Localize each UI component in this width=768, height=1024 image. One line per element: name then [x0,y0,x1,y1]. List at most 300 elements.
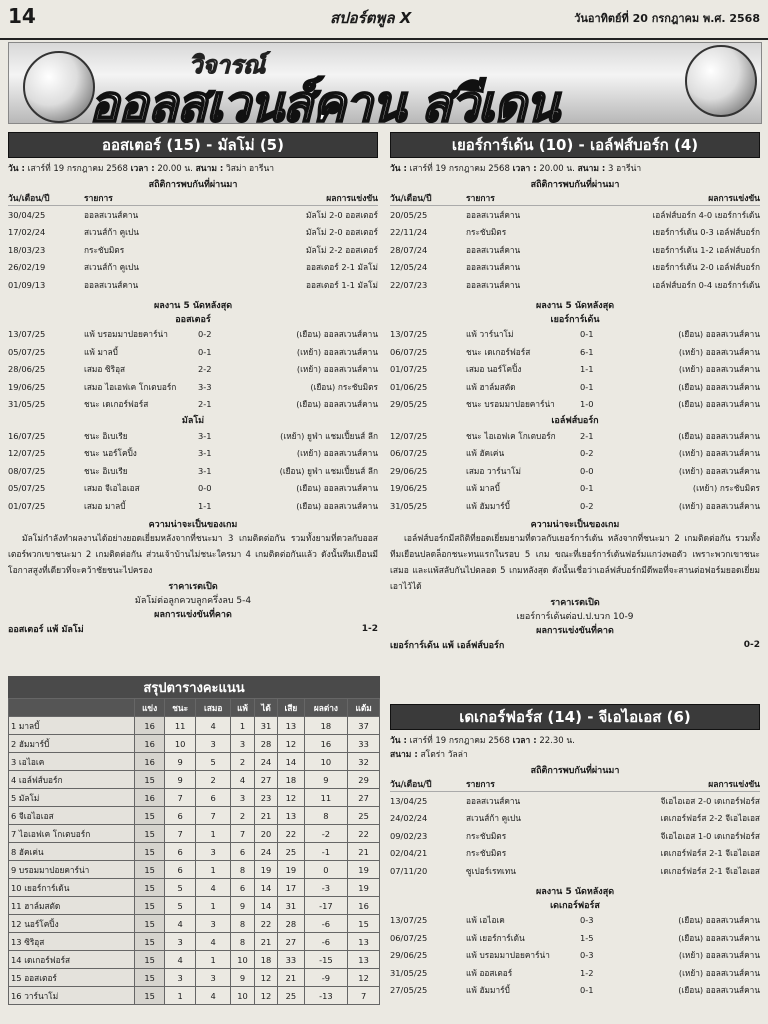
standings-row [9,951,380,969]
form-opponent: ชนะ อิเบเรีย [84,465,128,476]
standings-cell: 15 [135,825,165,843]
standings-cell: 19 [348,879,380,897]
form-opponent: เสมอ ไอเอฟเค โกเตบอร์ก [84,381,177,392]
form-date: 01/06/25 [390,381,428,392]
form-date: 06/07/25 [390,448,428,459]
standings-cell: 20 [254,825,277,843]
form-heading: ผลงาน 5 นัดหลังสุด [153,300,233,311]
form-venue-competition: (เหย้า) ออลสเวนส์คาน [678,364,760,375]
h2h-list [390,206,760,294]
form-venue-competition: (เยือน) ออลสเวนส์คาน [678,399,760,410]
h2h-competition: กระชับมิตร [466,830,507,841]
standings-row [9,969,380,987]
h2h-date: 17/02/24 [8,227,46,238]
h2h-competition: ซูเปอร์เรทเทน [466,865,516,876]
form-venue-competition: (เหย้า) ออลสเวนส์คาน [678,346,760,357]
form-venue-competition: (เยือน) ออลสเวนส์คาน [678,932,760,943]
h2h-row [8,224,378,242]
prediction-heading: ผลการแข่งขันที่คาด [154,609,232,620]
standings-cell: 22 [278,825,305,843]
form-list [390,326,760,414]
form-venue-competition: (เยือน) ออลสเวนส์คาน [296,399,378,410]
standings-cell: 21 [278,969,305,987]
issue-date: วันอาทิตย์ที่ 20 กรกฎาคม พ.ศ. 2568 [574,12,760,25]
h2h-row [8,259,378,277]
standings-cell: 4 [165,915,196,933]
standings-cell: 13 [348,933,380,951]
form-score: 0-3 [580,950,594,961]
standings-header: แต้ม [348,699,380,717]
team-heading: ออสเตอร์ [175,314,211,325]
form-opponent: แพ้ บรอมมาปอยคาร์น่า [466,950,550,961]
form-row [8,427,378,445]
form-venue-competition: (เหย้า) ออลสเวนส์คาน [678,950,760,961]
standings-cell: 14 [254,897,277,915]
standings-cell: 23 [254,789,277,807]
h2h-result: เยอร์การ์เด้น 2-0 เอล์ฟส์บอร์ก [652,262,760,273]
form-date: 27/05/25 [390,985,428,996]
h2h-row [390,224,760,242]
standings-cell: 33 [278,951,305,969]
h2h-heading: สถิติการพบกันที่ผ่านมา [530,180,620,190]
standings-cell: 6 [231,879,255,897]
h2h-competition: ออลสเวนส์คาน [466,279,521,290]
h2h-row [390,276,760,294]
standings-team: 5 มัลโม่ [9,789,135,807]
standings-cell: 6 [165,843,196,861]
form-row [390,445,760,463]
h2h-result: เยอร์การ์เด้น 0-3 เอล์ฟส์บอร์ก [652,227,760,238]
standings-cell: 1 [165,987,196,1005]
form-score: 1-2 [580,967,594,978]
h2h-competition: ออลสเวนส์คาน [466,795,521,806]
form-score: 0-1 [580,329,594,340]
standings-cell: 28 [278,915,305,933]
h2h-result: มัลโม่ 2-0 ออสเตอร์ [306,227,378,238]
standings-team: 2 ฮัมมาร์บี้ [9,735,135,753]
standings-cell: 24 [254,843,277,861]
standings-cell: 27 [254,771,277,789]
standings-cell: 7 [348,987,380,1005]
form-date: 13/07/25 [390,915,428,926]
standings-cell: 11 [165,717,196,735]
standings-cell: 13 [348,951,380,969]
standings-cell: 16 [135,717,165,735]
standings-row [9,771,380,789]
standings-cell: 32 [348,753,380,771]
standings-cell: 7 [196,807,231,825]
form-date: 19/06/25 [8,381,46,392]
standings-row [9,789,380,807]
h2h-competition: ออลสเวนส์คาน [466,209,521,220]
form-score: 2-1 [580,430,594,441]
standings-header: ชนะ [165,699,196,717]
form-date: 16/07/25 [8,430,46,441]
match-info: วัน : เสาร์ที่ 19 กรกฎาคม 2568 เวลา : 20.00 น. สนาม : 3 อารีน่า [390,164,642,174]
standings-cell: 8 [231,861,255,879]
standings-cell: 9 [231,969,255,987]
form-venue-competition: (เยือน) ออลสเวนส์คาน [296,500,378,511]
form-score: 0-1 [580,381,594,392]
form-opponent: แพ้ มาลบี้ [84,346,118,357]
form-date: 19/06/25 [390,483,428,494]
form-opponent: แพ้ ฮัคเค่น [466,448,505,459]
form-venue-competition: (เยือน) ออลสเวนส์คาน [678,329,760,340]
standings-cell: 15 [135,951,165,969]
standings-row [9,735,380,753]
standings-cell: 12 [278,735,305,753]
standings-header: ได้ [254,699,277,717]
standings-cell: 18 [254,951,277,969]
h2h-row [390,845,760,863]
form-opponent: แพ้ ฮัมมาร์บี้ [466,985,510,996]
standings-cell: 8 [231,933,255,951]
h2h-date: 22/07/23 [390,279,428,290]
form-score: 2-2 [198,364,212,375]
standings-team: 4 เอล์ฟส์บอร์ก [9,771,135,789]
standings-team: 1 มาลบี้ [9,717,135,735]
h2h-row [8,241,378,259]
match-preview-right [390,132,760,654]
h2h-result: เดเกอร์ฟอร์ส 2-2 จีเอไอเอส [660,813,760,824]
standings-cell: 16 [135,735,165,753]
form-opponent: เสมอ วาร์นาโม่ [466,465,522,476]
standings-cell: 2 [231,753,255,771]
standings-cell: 17 [278,879,305,897]
form-score: 0-1 [580,483,594,494]
form-row [8,343,378,361]
standings-cell: 15 [135,915,165,933]
team-heading: เดเกอร์ฟอร์ส [550,900,600,911]
standings-cell: 18 [304,717,347,735]
standings-cell: 24 [254,753,277,771]
h2h-heading: สถิติการพบกันที่ผ่านมา [530,766,620,776]
standings-cell: 18 [278,771,305,789]
form-row [8,326,378,344]
form-heading: ผลงาน 5 นัดหลังสุด [535,886,615,897]
standings-row [9,879,380,897]
h2h-row [390,241,760,259]
standings-cell: 6 [165,861,196,879]
match-title: ออสเตอร์ (15) - มัลโม่ (5) [8,132,378,158]
standings-cell: 25 [348,807,380,825]
standings-team: 13 ซิริอุส [9,933,135,951]
standings-cell: 14 [254,879,277,897]
form-date: 12/07/25 [8,448,46,459]
h2h-date: 20/05/25 [390,209,428,220]
h2h-result: มัลโม่ 2-0 ออสเตอร์ [306,209,378,220]
form-list [8,326,378,414]
form-opponent: เสมอ มาลบี้ [84,500,126,511]
standings-cell: 2 [231,807,255,825]
form-score: 0-3 [580,915,594,926]
form-opponent: ชนะ นอร์โคปิ้ง [84,448,137,459]
prediction: ออสเตอร์ แพ้ มัลโม่ 1-2 [8,624,378,636]
standings-cell: 27 [348,789,380,807]
standings-cell: 29 [348,771,380,789]
form-score: 0-0 [198,483,212,494]
standings-row [9,987,380,1005]
h2h-list [8,206,378,294]
standings-cell: -13 [304,987,347,1005]
form-row [8,361,378,379]
form-score: 0-1 [198,346,212,357]
standings-cell: 1 [196,951,231,969]
standings-cell: 37 [348,717,380,735]
standings-cell: 4 [196,879,231,897]
standings-cell: 19 [254,861,277,879]
standings-cell: 3 [165,969,196,987]
form-opponent: แพ้ ออสเตอร์ [466,967,513,978]
team-heading: เอล์ฟส์บอร์ก [551,416,599,426]
h2h-result: จีเอไอเอส 2-0 เดเกอร์ฟอร์ส [660,795,760,806]
analysis-text: เอล์ฟส์บอร์กมีสถิติที่ยอดเยี่ยมยามที่ดวลกับเยอร์การ์เด้น หลังจากที่ชนะมา 2 เกมติดต่อกัน รวมทั้งทีมเยือนปลดล็อกชนะทนแรกในรอบ 5 เกม ขณะที่เยอร์การ์เด้นฟอร์มแกว่งพอตัว เพราะพวกเขาชนะ เสมอ และแพ้สลับกันไปตลอด 5 เกมหลังสุด ดังนั้นเชื่อว่าเอล์ฟส์บอร์กมีดีพอที่จะสานต่อฟอร์มยอดเยี่ยมเอาไว้ได้ [390,533,760,592]
form-list [390,912,760,1000]
standings-cell: 28 [254,735,277,753]
standings-cell: 1 [196,825,231,843]
h2h-result: จีเอไอเอส 1-0 เดเกอร์ฟอร์ส [660,830,760,841]
standings-row [9,843,380,861]
h2h-date: 02/04/21 [390,848,428,859]
h2h-row [390,259,760,277]
form-venue-competition: (เหย้า) ออลสเวนส์คาน [296,346,378,357]
standings-cell: 7 [231,825,255,843]
standings-cell: 6 [196,789,231,807]
standings-cell: 9 [165,753,196,771]
standings-team: 8 ฮัคเค่น [9,843,135,861]
standings-cell: 9 [165,771,196,789]
standings-table [8,676,380,1005]
standings-team: 9 บรอมมาปอยคาร์น่า [9,861,135,879]
form-date: 08/07/25 [8,465,46,476]
form-date: 05/07/25 [8,483,46,494]
h2h-row [390,792,760,810]
standings-cell: 7 [165,825,196,843]
h2h-date: 01/09/13 [8,279,46,290]
h2h-result: เดเกอร์ฟอร์ส 2-1 จีเอไอเอส [660,865,760,876]
h2h-date: 12/05/24 [390,262,428,273]
form-row [8,396,378,414]
analysis-text: มัลโม่กำลังทำผลงานได้อย่างยอดเยี่ยมหลังจากที่ชนะมา 3 เกมติดต่อกัน รวมทั้งยามที่ดวลกับออสเตอร์พวกเขาชนะมา 2 เกมติดต่อกัน ส่วนเจ้าบ้านไม่ชนะใครมา 4 เกมติดต่อกันแล้ว ดังนั้นทีมเยือนมีโอกาสสูงที่เดียวที่จะคว้าชัยชนะไปครอง [8,533,378,576]
form-venue-competition: (เหย้า) ออลสเวนส์คาน [678,500,760,511]
form-list [8,427,378,515]
standings-cell: 4 [196,933,231,951]
form-opponent: แพ้ ฮาล์มสตัด [466,381,516,392]
form-opponent: ชนะ ไอเอฟเค โกเตบอร์ก [466,430,556,441]
standings-cell: 3 [231,789,255,807]
h2h-date: 24/02/24 [390,813,428,824]
form-row [390,929,760,947]
form-row [390,326,760,344]
form-row [390,480,760,498]
h2h-competition: ออลสเวนส์คาน [84,279,139,290]
h2h-competition: ออลสเวนส์คาน [466,244,521,255]
h2h-result: ออสเตอร์ 2-1 มัลโม่ [306,262,378,273]
standings-cell: 1 [196,897,231,915]
form-score: 2-1 [198,399,212,410]
form-date: 05/07/25 [8,346,46,357]
form-venue-competition: (เยือน) ออลสเวนส์คาน [678,430,760,441]
form-row [390,427,760,445]
form-row [390,361,760,379]
form-date: 31/05/25 [390,500,428,511]
form-score: 3-1 [198,448,212,459]
standings-cell: -6 [304,915,347,933]
analysis-heading: ความน่าจะเป็นของเกม [148,519,238,530]
form-date: 06/07/25 [390,932,428,943]
standings-header: ผลต่าง [304,699,347,717]
standings-cell: 5 [165,897,196,915]
standings-team: 6 จีเอไอเอส [9,807,135,825]
form-row [8,497,378,515]
form-row [390,912,760,930]
standings-team: 10 เยอร์การ์เด้น [9,879,135,897]
form-list [390,427,760,515]
standings-cell: -6 [304,933,347,951]
standings-cell: 15 [135,807,165,825]
standings-cell: 15 [135,843,165,861]
standings-cell: 16 [304,735,347,753]
standings-cell: 3 [165,933,196,951]
banner-title: ออลสเวนส์คาน สวีเดน [89,75,559,124]
form-date: 01/07/25 [8,500,46,511]
form-row [390,343,760,361]
form-opponent: เสมอ ซิริอุส [84,364,126,375]
standings-cell: 12 [254,969,277,987]
standings-header: แข่ง [135,699,165,717]
match-preview-third [390,704,760,999]
standings-row [9,753,380,771]
h2h-result: มัลโม่ 2-2 ออสเตอร์ [306,244,378,255]
h2h-date: 09/02/23 [390,830,428,841]
standings-cell: 10 [231,951,255,969]
standings-cell: 3 [196,915,231,933]
h2h-result: ออสเตอร์ 1-1 มัลโม่ [306,279,378,290]
standings-cell: 15 [135,897,165,915]
form-opponent: เสมอ นอร์โคปิ้ง [466,364,522,375]
standings-row [9,807,380,825]
h2h-row [390,827,760,845]
form-row [390,982,760,1000]
h2h-competition: ออลสเวนส์คาน [466,262,521,273]
standings-row [9,897,380,915]
h2h-competition: กระชับมิตร [466,227,507,238]
h2h-row [8,276,378,294]
form-date: 06/07/25 [390,346,428,357]
standings-cell: 21 [348,843,380,861]
form-opponent: แพ้ ฮัมมาร์บี้ [466,500,510,511]
form-venue-competition: (เยือน) ออลสเวนส์คาน [296,329,378,340]
form-row [390,378,760,396]
h2h-date: 07/11/20 [390,865,428,876]
standings-cell: 15 [135,987,165,1005]
form-date: 29/06/25 [390,465,428,476]
standings-cell: 5 [165,879,196,897]
form-score: 0-2 [580,500,594,511]
form-venue-competition: (เยือน) ออลสเวนส์คาน [678,915,760,926]
form-opponent: ชนะ เดเกอร์ฟอร์ส [466,346,531,357]
standings-cell: 31 [278,897,305,915]
standings-cell: -1 [304,843,347,861]
standings-cell: 6 [165,807,196,825]
standings-cell: 15 [135,969,165,987]
standings-cell: 19 [348,861,380,879]
standings-cell: 3 [196,843,231,861]
form-heading: ผลงาน 5 นัดหลังสุด [535,300,615,311]
form-score: 3-3 [198,381,212,392]
h2h-competition: สเวนส์ก้า คูเปน [84,227,139,238]
standings-team: 14 เดเกอร์ฟอร์ส [9,951,135,969]
standings-cell: 16 [135,753,165,771]
standings-cell: 25 [278,987,305,1005]
form-venue-competition: (เยือน) ออลสเวนส์คาน [296,483,378,494]
standings-row [9,915,380,933]
standings-cell: 0 [304,861,347,879]
match-title: เยอร์การ์เด้น (10) - เอล์ฟส์บอร์ก (4) [390,132,760,158]
standings-cell: 31 [254,717,277,735]
standings-title: สรุปตารางคะแนน [8,676,380,698]
standings-cell: 4 [196,987,231,1005]
standings-team: 12 นอร์โคปิ้ง [9,915,135,933]
standings-cell: 12 [278,789,305,807]
standings-cell: 12 [254,987,277,1005]
form-score: 0-1 [580,985,594,996]
form-row [8,462,378,480]
standings-cell: 21 [254,933,277,951]
page-number: 14 [8,4,36,28]
form-venue-competition: (เหย้า) ออลสเวนส์คาน [296,448,378,459]
price-heading: ราคาเรตเปิด [550,597,600,608]
standings-cell: 15 [135,933,165,951]
form-score: 0-2 [580,448,594,459]
h2h-competition: สเวนส์ก้า คูเปน [84,262,139,273]
standings-cell: -3 [304,879,347,897]
form-date: 28/06/25 [8,364,46,375]
standings-cell: -2 [304,825,347,843]
standings-cell: 7 [165,789,196,807]
h2h-result: เอล์ฟส์บอร์ก 0-4 เยอร์การ์เด้น [652,279,760,290]
form-score: 0-0 [580,465,594,476]
form-opponent: แพ้ เอไอเค [466,915,505,926]
standings-cell: -15 [304,951,347,969]
form-date: 31/05/25 [8,399,46,410]
form-row [8,480,378,498]
standings-cell: 4 [165,951,196,969]
standings-cell: 10 [231,987,255,1005]
analysis-heading: ความน่าจะเป็นของเกม [530,519,620,530]
form-opponent: ชนะ เดเกอร์ฟอร์ส [84,399,149,410]
team-heading: เยอร์การ์เด้น [550,314,600,325]
standings-cell: -17 [304,897,347,915]
standings-team: 11 ฮาล์มสตัด [9,897,135,915]
form-opponent: ชนะ บรอมมาปอยคาร์น่า [466,399,555,410]
form-score: 6-1 [580,346,594,357]
standings-cell: 3 [196,735,231,753]
standings-header: เสมอ [196,699,231,717]
form-opponent: ชนะ อิเบเรีย [84,430,128,441]
standings-cell: 22 [254,915,277,933]
h2h-row [8,206,378,224]
brand-logo: สปอร์ตพูล X [330,9,412,27]
prediction-heading: ผลการแข่งขันที่คาด [536,625,614,636]
team-heading: มัลโม่ [181,416,205,426]
form-score: 0-2 [198,329,212,340]
h2h-header: วัน/เดือน/ปี รายการ ผลการแข่งขัน [390,777,760,792]
standings-cell: 6 [231,843,255,861]
standings-row [9,717,380,735]
standings-row [9,825,380,843]
standings-team: 15 ออสเตอร์ [9,969,135,987]
